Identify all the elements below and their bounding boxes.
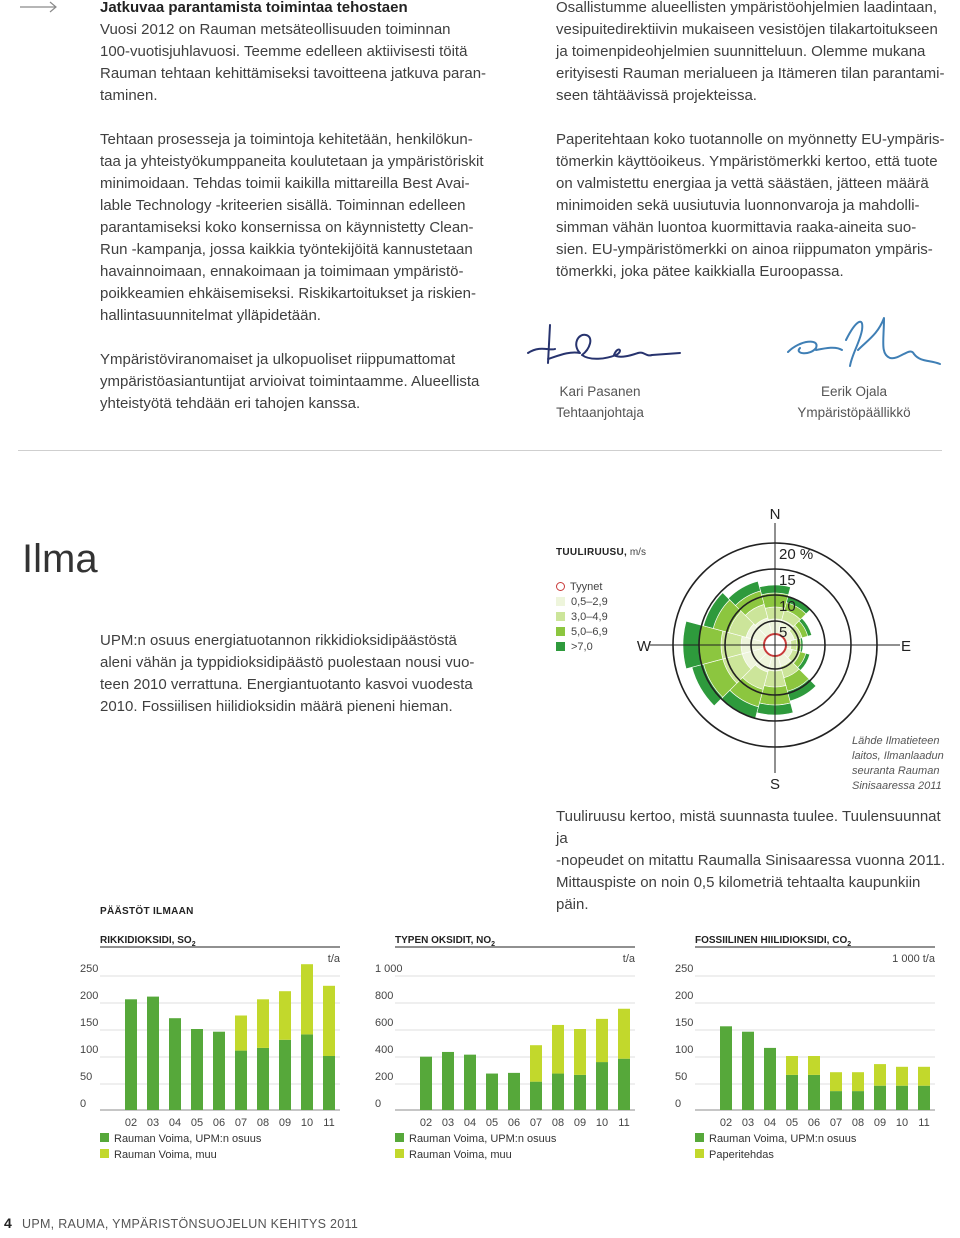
chart-unit: 1 000 t/a xyxy=(892,953,935,965)
windrose-label: 20 % xyxy=(779,546,814,563)
bar-primary xyxy=(764,1048,776,1110)
x-tick-label: 08 xyxy=(551,1117,565,1129)
x-tick-label: 02 xyxy=(419,1117,433,1129)
text-line: UPM:n osuus energiatuotannon rikkidioksidipäästöstä xyxy=(100,632,457,649)
y-tick-label: 600 xyxy=(375,1017,394,1029)
y-tick-label: 400 xyxy=(375,1044,394,1056)
legend-swatch xyxy=(556,627,565,636)
paragraph-centennial xyxy=(100,19,500,107)
y-tick-label: 50 xyxy=(675,1071,688,1083)
windrose-legend xyxy=(556,579,608,654)
text-line: laitos, Ilmanlaadun xyxy=(852,750,944,762)
chart-sulfur-dioxide xyxy=(80,930,350,1170)
page-number: 4 xyxy=(4,1215,12,1231)
text-line: yhteistyötä tehdään eri tahojen kanssa. xyxy=(100,395,361,412)
text-line: tömerkin käyttöoikeus. Ympäristömerkki kertoo, että tuote xyxy=(556,153,938,170)
x-tick-label: 09 xyxy=(278,1117,292,1129)
windrose-source-note xyxy=(852,734,952,794)
bar-primary xyxy=(852,1091,864,1110)
bar-primary xyxy=(918,1086,930,1110)
x-tick-label: 11 xyxy=(323,1117,335,1129)
bar-primary xyxy=(125,999,137,1110)
text-line: parantamiseksi koko konsernissa on käynnistetty Clean- xyxy=(100,219,474,236)
text-line: Run -kampanja, jossa kaikkia työntekijöitä kannustetaan xyxy=(100,241,473,258)
section-heading: Jatkuvaa parantamista toimintaa tehostaen xyxy=(100,0,408,16)
legend-item xyxy=(556,594,608,609)
paragraph-processes xyxy=(100,129,500,327)
y-tick-label: 50 xyxy=(80,1071,93,1083)
legend-swatch xyxy=(556,597,565,606)
legend-swatch xyxy=(100,1133,109,1142)
x-tick-label: 05 xyxy=(190,1117,204,1129)
text-line: taa ja yhteistyökumppaneita koulutetaan ja ympäristöriskit xyxy=(100,153,484,170)
chart-title xyxy=(100,935,196,948)
signer-name: Kari Pasanen xyxy=(559,384,641,399)
legend-label: >7,0 xyxy=(571,640,593,653)
x-tick-label: 09 xyxy=(873,1117,887,1129)
x-tick-label: 08 xyxy=(851,1117,865,1129)
paragraph-air xyxy=(100,630,500,718)
bar-secondary xyxy=(323,986,335,1056)
calm-ring-icon xyxy=(556,582,565,591)
x-tick-label: 06 xyxy=(807,1117,821,1129)
bar-primary xyxy=(874,1086,886,1110)
bar-secondary xyxy=(235,1016,247,1051)
y-tick-label: 200 xyxy=(675,990,694,1002)
bar-primary xyxy=(742,1032,754,1110)
windrose-label: E xyxy=(900,638,912,655)
y-tick-label: 150 xyxy=(675,1017,694,1029)
x-tick-label: 10 xyxy=(595,1117,609,1129)
text-line: teen 2010 verrattuna. Energiantuotanto kasvoi vuodesta xyxy=(100,676,473,693)
windrose-label: N xyxy=(769,506,781,523)
chart-unit: t/a xyxy=(622,953,635,965)
y-tick-label: 0 xyxy=(80,1098,87,1110)
y-tick-label: 200 xyxy=(80,990,99,1002)
bar-secondary xyxy=(257,999,269,1048)
chart-title-text: RIKKIDIOKSIDI, SO xyxy=(100,935,192,946)
y-tick-label: 800 xyxy=(375,990,394,1002)
signature-eerik-ojala xyxy=(780,310,950,380)
section-title-air: Ilma xyxy=(22,537,98,581)
bar-primary xyxy=(720,1026,732,1110)
text-line: seuranta Rauman xyxy=(852,765,940,777)
text-line: havainnoimaan, ennakoimaan ja toimimaan ympäristö- xyxy=(100,263,464,280)
bar-secondary xyxy=(552,1025,564,1074)
chart-nitrogen-oxides xyxy=(375,930,645,1170)
x-tick-label: 03 xyxy=(441,1117,455,1129)
legend-swatch xyxy=(695,1133,704,1142)
text-line: lable Technology -kriteerien sisällä. Toiminnan edelleen xyxy=(100,197,466,214)
paragraph-authorities xyxy=(100,349,500,415)
text-line: Osallistumme alueellisten ympäristöohjelmien laadintaan, xyxy=(556,0,938,16)
x-tick-label: 02 xyxy=(719,1117,733,1129)
legend-swatch xyxy=(695,1149,704,1158)
bar-primary xyxy=(442,1052,454,1110)
windrose-label: S xyxy=(769,776,781,793)
bar-primary xyxy=(323,1056,335,1110)
legend-swatch xyxy=(556,642,565,651)
text-line: Paperitehtaan koko tuotannolle on myönnetty EU-ympäris- xyxy=(556,131,945,148)
legend-label: Rauman Voima, UPM:n osuus xyxy=(114,1133,262,1145)
text-line: Tehtaan prosesseja ja toimintoja kehitetään, henkilökun- xyxy=(100,131,473,148)
bar-primary xyxy=(786,1075,798,1110)
x-tick-label: 09 xyxy=(573,1117,587,1129)
legend-item xyxy=(556,639,608,654)
text-line: taminen. xyxy=(100,87,158,104)
paragraph-programs xyxy=(556,0,946,107)
text-line: minimoidaan. Tehdas toimii kaikilla mittareilla Best Avai- xyxy=(100,175,470,192)
legend-item xyxy=(556,579,608,594)
bar-secondary xyxy=(574,1029,586,1075)
bar-secondary xyxy=(918,1067,930,1086)
chart-unit: t/a xyxy=(327,953,340,965)
bar-primary xyxy=(552,1074,564,1110)
x-tick-label: 05 xyxy=(485,1117,499,1129)
windrose-label: 15 xyxy=(779,572,796,589)
legend-item xyxy=(556,624,608,639)
section-divider xyxy=(18,450,942,451)
text-line: aleni vähän ja typpidioksidipäästö puolestaan nousi vuo- xyxy=(100,654,475,671)
right-column xyxy=(556,0,946,283)
y-tick-label: 1 000 xyxy=(375,963,403,975)
bar-secondary xyxy=(808,1056,820,1075)
chart-fossil-co2 xyxy=(675,930,945,1170)
y-tick-label: 0 xyxy=(675,1098,682,1110)
x-tick-label: 10 xyxy=(895,1117,909,1129)
legend-label: 5,0–6,9 xyxy=(571,625,608,638)
legend-item xyxy=(556,609,608,624)
legend-swatch xyxy=(556,612,565,621)
x-tick-label: 02 xyxy=(124,1117,138,1129)
x-tick-label: 07 xyxy=(829,1117,843,1129)
text-line: Mittauspiste on noin 0,5 kilometriä tehtaalta kaupunkiin päin. xyxy=(556,874,921,913)
bar-secondary xyxy=(279,991,291,1040)
windrose-unit: m/s xyxy=(627,547,646,558)
text-line: hallintasuunnitelmat ylläpidetään. xyxy=(100,307,321,324)
legend-swatch xyxy=(395,1149,404,1158)
bar-primary xyxy=(191,1029,203,1110)
y-tick-label: 200 xyxy=(375,1071,394,1083)
chart-title xyxy=(395,935,495,948)
paragraph-eu-ecolabel xyxy=(556,129,946,283)
bar-secondary xyxy=(596,1019,608,1062)
text-line: Sinisaaressa 2011 xyxy=(852,780,942,792)
windrose-caption xyxy=(556,806,956,916)
x-tick-label: 03 xyxy=(146,1117,160,1129)
y-tick-label: 100 xyxy=(675,1044,694,1056)
legend-swatch xyxy=(395,1133,404,1142)
bar-primary xyxy=(530,1082,542,1110)
x-tick-label: 04 xyxy=(463,1117,477,1129)
bar-primary xyxy=(147,997,159,1110)
bar-primary xyxy=(213,1032,225,1110)
bar-secondary xyxy=(830,1072,842,1091)
text-line: erityisesti Rauman merialueen ja Itämeren tilan parantami- xyxy=(556,65,945,82)
y-tick-label: 100 xyxy=(80,1044,99,1056)
bar-secondary xyxy=(874,1064,886,1086)
bar-secondary xyxy=(301,964,313,1034)
legend-swatch xyxy=(100,1149,109,1158)
x-tick-label: 07 xyxy=(234,1117,248,1129)
bar-secondary xyxy=(896,1067,908,1086)
bar-primary xyxy=(279,1040,291,1110)
chart-title xyxy=(695,935,851,948)
bar-secondary xyxy=(530,1045,542,1081)
x-tick-label: 04 xyxy=(763,1117,777,1129)
legend-label: Paperitehdas xyxy=(709,1149,774,1161)
bar-primary xyxy=(420,1057,432,1110)
bar-primary xyxy=(574,1075,586,1110)
legend-label: Rauman Voima, UPM:n osuus xyxy=(409,1133,557,1145)
legend-label: 0,5–2,9 xyxy=(571,595,608,608)
x-tick-label: 10 xyxy=(300,1117,314,1129)
text-line: Rauman tehtaan kehittämiseksi tavoitteena jatkuva paran- xyxy=(100,65,487,82)
text-line: sien. EU-ympäristömerkki on ainoa riippumaton ympäris- xyxy=(556,241,933,258)
windrose-title: TUULIRUUSU, xyxy=(556,547,628,558)
x-tick-label: 07 xyxy=(529,1117,543,1129)
y-tick-label: 250 xyxy=(80,963,99,975)
text-line: ja toimenpideohjelmien suunnitteluun. Olemme mukana xyxy=(556,43,926,60)
x-tick-label: 11 xyxy=(618,1117,630,1129)
y-tick-label: 250 xyxy=(675,963,694,975)
text-line: 100-vuotisjuhlavuosi. Teemme edelleen aktiivisesti töitä xyxy=(100,43,468,60)
bar-primary xyxy=(508,1073,520,1110)
signer-role: Tehtaanjohtaja xyxy=(556,405,644,420)
signer-name: Eerik Ojala xyxy=(820,384,888,399)
signature-block-1 xyxy=(520,381,680,423)
chart-title-subscript: 2 xyxy=(847,941,852,948)
footer-text: UPM, RAUMA, YMPÄRISTÖNSUOJELUN KEHITYS 2011 xyxy=(22,1217,359,1231)
text-line: -nopeudet on mitattu Raumalla Sinisaaressa vuonna 2011. xyxy=(556,852,946,869)
bar-primary xyxy=(257,1048,269,1110)
bar-secondary xyxy=(786,1056,798,1075)
bar-primary xyxy=(830,1091,842,1110)
windrose-label: W xyxy=(636,638,652,655)
chart-title-text: TYPEN OKSIDIT, NO xyxy=(395,935,492,946)
text-line: Lähde Ilmatieteen xyxy=(852,735,940,747)
text-line: seen tähtäävissä projekteissa. xyxy=(556,87,757,104)
chart-title-subscript: 2 xyxy=(491,941,496,948)
legend-label: Rauman Voima, muu xyxy=(409,1149,512,1161)
y-tick-label: 150 xyxy=(80,1017,99,1029)
bar-primary xyxy=(235,1051,247,1110)
bar-primary xyxy=(464,1055,476,1110)
text-line: minimoiden sekä uusiutuvia luonnonvaroja ja mahdolli- xyxy=(556,197,920,214)
x-tick-label: 03 xyxy=(741,1117,755,1129)
chart-title-text: FOSSIILINEN HIILIDIOKSIDI, CO xyxy=(695,935,848,946)
text-line: poikkeamien ehkäisemiseksi. Riskikartoitukset ja riskien- xyxy=(100,285,476,302)
text-line: on valmistettu energiaa ja vettä säästäen, jätteen määrä xyxy=(556,175,929,192)
windrose-label: 10 xyxy=(779,598,796,615)
text-line: Ympäristöviranomaiset ja ulkopuoliset riippumattomat xyxy=(100,351,456,368)
legend-label: Rauman Voima, muu xyxy=(114,1149,217,1161)
text-line: Tuuliruusu kertoo, mistä suunnasta tuulee. Tuulensuunnat ja xyxy=(556,808,941,847)
bar-primary xyxy=(896,1086,908,1110)
text-line: 2010. Fossiilisen hiilidioksidin määrä pieneni hieman. xyxy=(100,698,453,715)
legend-label: Rauman Voima, UPM:n osuus xyxy=(709,1133,857,1145)
emissions-heading: PÄÄSTÖT ILMAAN xyxy=(100,906,194,917)
signer-role: Ympäristöpäällikkö xyxy=(797,405,911,420)
y-tick-label: 0 xyxy=(375,1098,382,1110)
x-tick-label: 11 xyxy=(918,1117,930,1129)
chart-title-subscript: 2 xyxy=(191,941,196,948)
bar-primary xyxy=(808,1075,820,1110)
bar-primary xyxy=(301,1034,313,1110)
bar-primary xyxy=(169,1018,181,1110)
text-line: tömerkki, joka pätee kaikkialla Euroopassa. xyxy=(556,263,844,280)
bar-primary xyxy=(618,1059,630,1110)
x-tick-label: 06 xyxy=(212,1117,226,1129)
windrose-label: 5 xyxy=(779,624,788,641)
text-line: Vuosi 2012 on Rauman metsäteollisuuden toiminnan xyxy=(100,21,451,38)
left-column xyxy=(100,0,500,415)
bar-primary xyxy=(486,1074,498,1110)
legend-label: 3,0–4,9 xyxy=(571,610,608,623)
text-line: simman vähän luontoa kuormittavia raaka-aineita suo- xyxy=(556,219,917,236)
signature-kari-pasanen xyxy=(520,315,690,375)
signature-block-2 xyxy=(774,381,934,423)
x-tick-label: 06 xyxy=(507,1117,521,1129)
x-tick-label: 05 xyxy=(785,1117,799,1129)
bar-primary xyxy=(596,1062,608,1110)
legend-label: Tyynet xyxy=(570,580,603,593)
text-line: vesipuitedirektiivin mukaiseen vesistöjen tilakartoitukseen xyxy=(556,21,938,38)
bar-secondary xyxy=(852,1072,864,1091)
x-tick-label: 08 xyxy=(256,1117,270,1129)
text-line: ympäristöasiantuntijat arvioivat toimintaamme. Alueellista xyxy=(100,373,480,390)
x-tick-label: 04 xyxy=(168,1117,182,1129)
arrow-right-icon xyxy=(20,0,60,14)
bar-secondary xyxy=(618,1009,630,1059)
